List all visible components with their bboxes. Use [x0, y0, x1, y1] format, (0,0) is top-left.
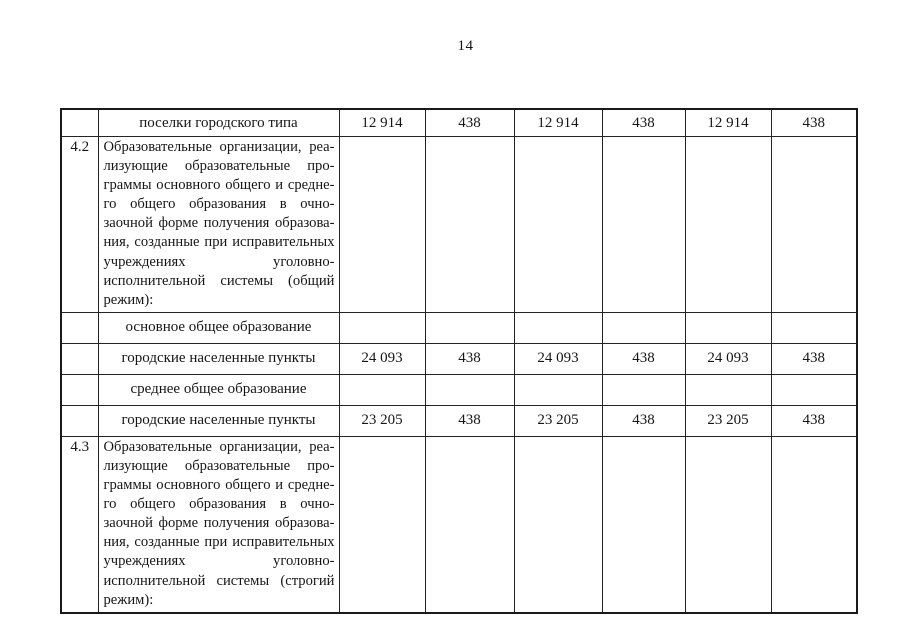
row-label-cell: среднее общее образование	[98, 374, 339, 405]
value-cell: 438	[425, 109, 514, 137]
value-cell	[771, 374, 857, 405]
row-number-cell	[61, 109, 98, 137]
value-cell	[685, 137, 771, 313]
row-number-cell: 4.2	[61, 137, 98, 313]
row-label-cell: Образовательные организации, реа-лизующие образовательные про-граммы основного общего и средне-го общего образования в очно-заочной форме получения образова-ния, созданные при исправительных учреждениях уголовно-исполнительной системы (общий режим):	[98, 137, 339, 313]
row-label-cell: городские населенные пункты	[98, 343, 339, 374]
value-cell	[602, 374, 685, 405]
value-cell	[685, 312, 771, 343]
value-cell: 438	[602, 109, 685, 137]
row-number-cell	[61, 374, 98, 405]
row-number-cell	[61, 405, 98, 436]
row-label-cell: поселки городского типа	[98, 109, 339, 137]
value-cell	[685, 374, 771, 405]
value-cell: 23 205	[514, 405, 602, 436]
table-row-3	[61, 312, 857, 343]
value-cell	[602, 137, 685, 313]
value-cell: 12 914	[514, 109, 602, 137]
page-number: 14	[457, 38, 474, 54]
value-cell	[339, 137, 425, 313]
value-cell: 438	[425, 405, 514, 436]
value-cell	[685, 436, 771, 612]
value-cell: 438	[771, 109, 857, 137]
value-cell	[514, 374, 602, 405]
value-cell: 438	[602, 405, 685, 436]
value-cell	[339, 374, 425, 405]
value-cell	[425, 137, 514, 313]
value-cell: 12 914	[339, 109, 425, 137]
table-row-5	[61, 374, 857, 405]
value-cell	[771, 137, 857, 313]
table-row-1	[61, 109, 857, 137]
row-number-cell: 4.3	[61, 436, 98, 612]
value-cell: 23 205	[339, 405, 425, 436]
row-number-cell	[61, 343, 98, 374]
value-cell: 12 914	[685, 109, 771, 137]
value-cell	[514, 137, 602, 313]
value-cell	[425, 374, 514, 405]
value-cell: 24 093	[339, 343, 425, 374]
value-cell: 23 205	[685, 405, 771, 436]
value-cell: 438	[425, 343, 514, 374]
row-label-cell: городские населенные пункты	[98, 405, 339, 436]
value-cell	[771, 312, 857, 343]
value-cell	[339, 312, 425, 343]
row-number-cell	[61, 312, 98, 343]
value-cell	[425, 312, 514, 343]
value-cell	[425, 436, 514, 612]
table-body	[61, 109, 857, 613]
value-cell	[339, 436, 425, 612]
row-label-cell: Образовательные организации, реа-лизующие образовательные про-граммы основного общего и средне-го общего образования в очно-заочной форме получения образова-ния, созданные при исправительных учреждениях уголовно-исполнительной системы (строгий режим):	[98, 436, 339, 612]
value-cell	[514, 436, 602, 612]
row-label-cell: основное общее образование	[98, 312, 339, 343]
table-row-6	[61, 405, 857, 436]
education-statistics-table	[60, 108, 858, 614]
value-cell	[602, 436, 685, 612]
value-cell	[771, 436, 857, 612]
value-cell: 438	[771, 343, 857, 374]
table-row-4	[61, 343, 857, 374]
table-row-2	[61, 137, 857, 313]
value-cell: 438	[771, 405, 857, 436]
value-cell	[514, 312, 602, 343]
value-cell	[602, 312, 685, 343]
value-cell: 438	[602, 343, 685, 374]
value-cell: 24 093	[514, 343, 602, 374]
value-cell: 24 093	[685, 343, 771, 374]
table-row-7	[61, 436, 857, 612]
